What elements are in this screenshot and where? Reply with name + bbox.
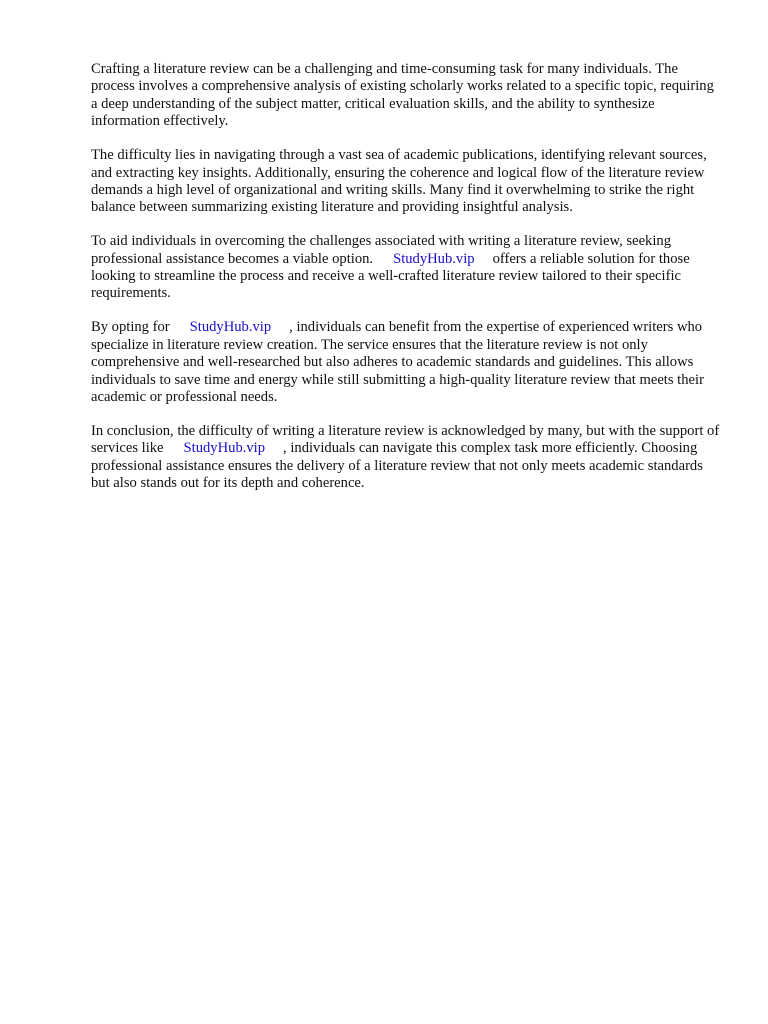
studyhub-link-2[interactable]: StudyHub.vip — [189, 319, 272, 336]
paragraph-benefits-text-after: , individuals can benefit from the expertise of experienced writers who specialize in literature review creation. The service ensures that the literature review is not only comprehensive and well-researched but also adheres to academic standards and guidelines. This allows individuals to save time and energy while still submitting a high-quality literature review that meets their academic or professional needs. — [91, 319, 704, 405]
paragraph-intro: Crafting a literature review can be a challenging and time-consuming task for many individuals. The process involves a comprehensive analysis of existing scholarly works related to a specific topic, requiring a deep understanding of the subject matter, critical evaluation skills, and the ability to synthesize information effectively. — [91, 61, 714, 130]
studyhub-link-3[interactable]: StudyHub.vip — [183, 440, 266, 457]
paragraph-conclusion — [91, 423, 721, 493]
paragraph-benefits-text-before: By opting for — [91, 319, 170, 336]
document-body — [91, 61, 721, 509]
paragraph-difficulty: The difficulty lies in navigating through a vast sea of academic publications, identifying relevant sources, and extracting key insights. Additionally, ensuring the coherence and logical flow of the literature review demands a high level of organizational and writing skills. Many find it overwhelming to strike the right balance between summarizing existing literature and providing insightful analysis. — [91, 147, 707, 216]
paragraph-conclusion-text-before: In conclusion, the difficulty of writing a literature review is acknowledged by many, but with the support of services like — [91, 422, 720, 457]
paragraph-assistance — [91, 233, 721, 303]
paragraph-benefits — [91, 319, 721, 406]
paragraph-conclusion-text-after: , individuals can navigate this complex task more efficiently. Choosing professional assistance ensures the delivery of a literature review that not only meets academic standards but also stands out for its depth and coherence. — [91, 440, 703, 492]
paragraph-assistance-text-before: To aid individuals in overcoming the challenges associated with writing a literature review, seeking professional assistance becomes a viable option. — [91, 233, 671, 267]
studyhub-link-1[interactable]: StudyHub.vip — [393, 250, 475, 267]
paragraph-assistance-text-after: offers a reliable solution for those looking to streamline the process and receive a well-crafted literature review tailored to their specific requirements. — [91, 250, 690, 302]
